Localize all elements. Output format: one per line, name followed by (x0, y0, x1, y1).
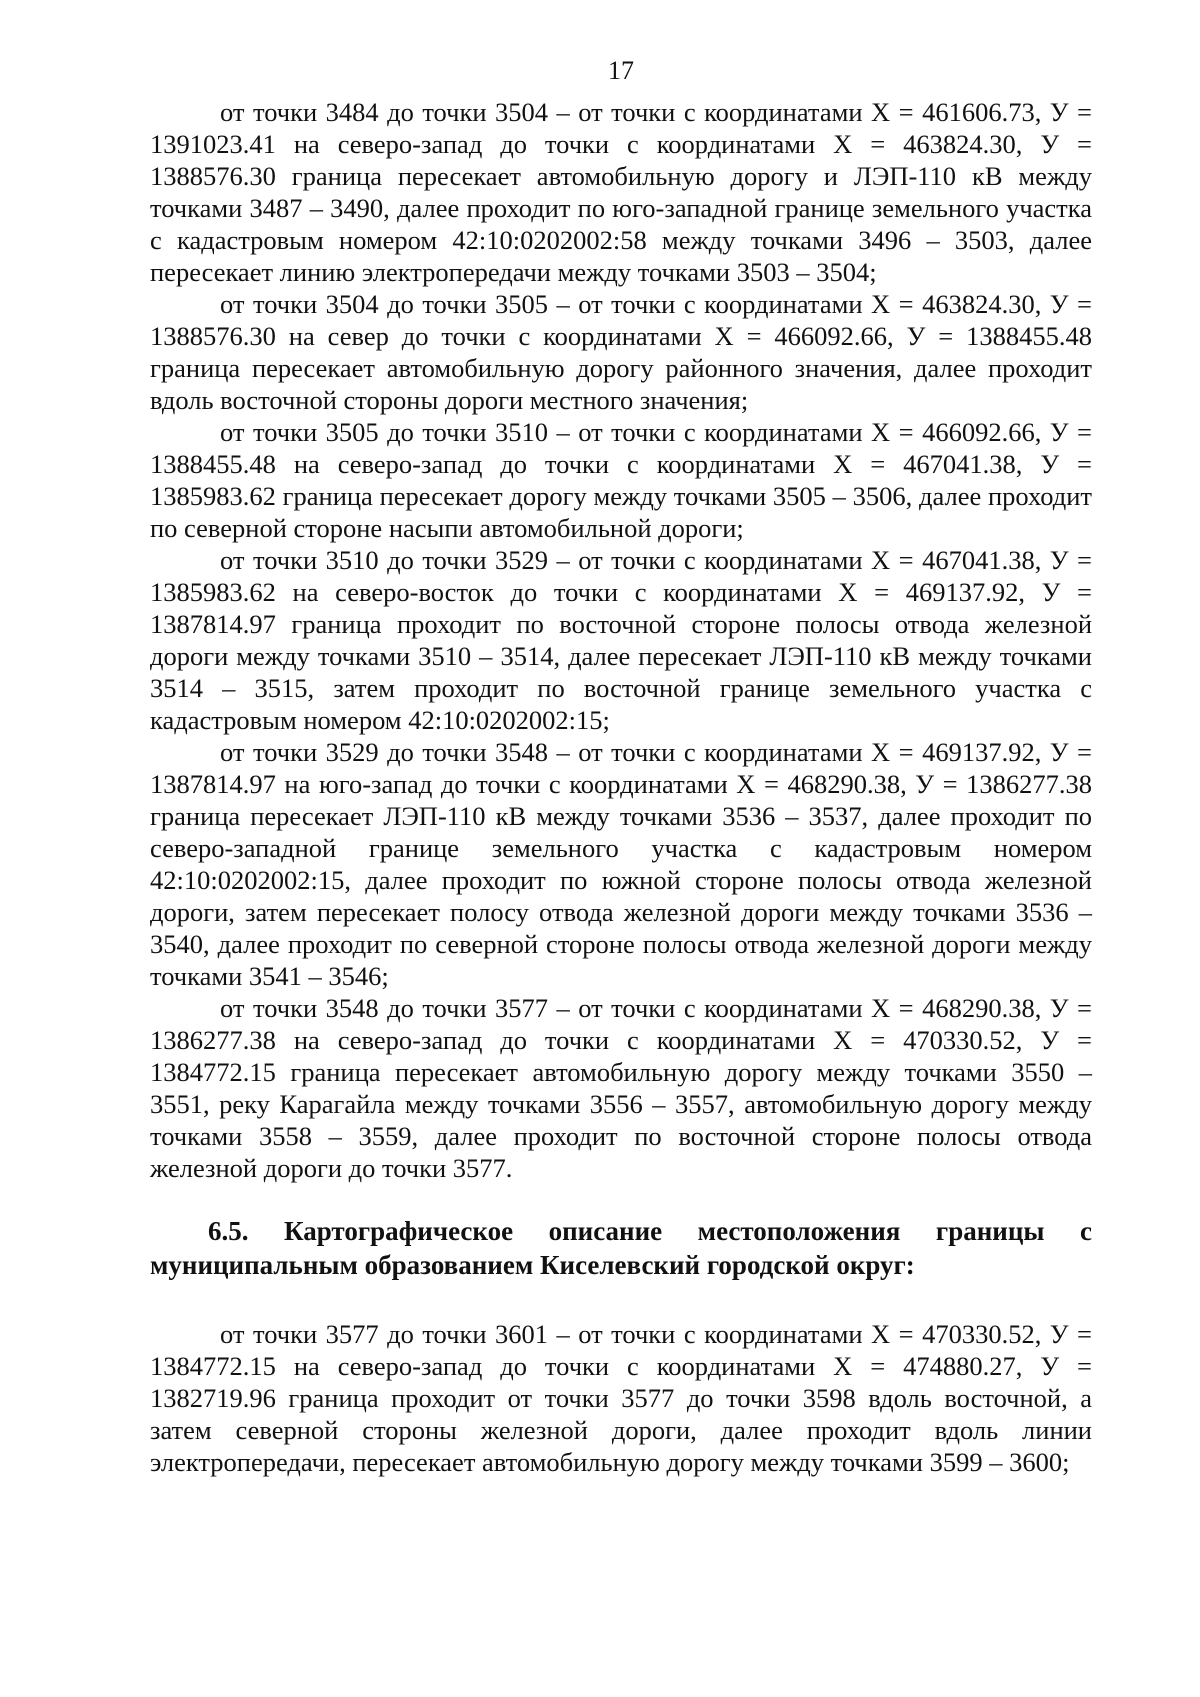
paragraph-segment-3504-3505: от точки 3504 до точки 3505 – от точки с координатами X = 463824.30, У = 1388576.30 на север до точки с координатами X = 466092.66, У = 1388455.48 граница пересекает автомобильную дорогу районного значения, далее проходит вдоль восточной стороны дороги местного значения; (150, 289, 1092, 415)
paragraph-segment-3529-3548: от точки 3529 до точки 3548 – от точки с координатами X = 469137.92, У = 1387814.97 на юго-запад до точки с координатами X = 468290.38, У = 1386277.38 граница пересекает ЛЭП-110 кВ между точками 3536 – 3537, далее проходит по северо-западной границе земельного участка с кадастровым номером 42:10:0202002:15, далее проходит по южной стороне полосы отвода железной дороги, затем пересекает полосу отвода железной дороги между точками 3536 – 3540, далее проходит по северной стороне полосы отвода железной дороги между точками 3541 – 3546; (150, 737, 1092, 991)
section-heading: 6.5. Картографическое описание местоположения границы с муниципальным образованием Киселевский городской округ: (150, 1216, 1092, 1280)
paragraph-segment-3510-3529: от точки 3510 до точки 3529 – от точки с координатами X = 467041.38, У = 1385983.62 на северо-восток до точки с координатами X = 469137.92, У = 1387814.97 граница проходит по восточной стороне полосы отвода железной дороги между точками 3510 – 3514, далее пересекает ЛЭП-110 кВ между точками 3514 – 3515, затем проходит по восточной границе земельного участка с кадастровым номером 42:10:0202002:15; (150, 545, 1092, 735)
paragraph-segment-3577-3601: от точки 3577 до точки 3601 – от точки с координатами X = 470330.52, У = 1384772.15 на северо-запад до точки с координатами X = 474880.27, У = 1382719.96 граница проходит от точки 3577 до точки 3598 вдоль восточной, а затем северной стороны железной дороги, далее проходит вдоль линии электропередачи, пересекает автомобильную дорогу между точками 3599 – 3600; (150, 1319, 1092, 1477)
paragraph-segment-3484-3504: от точки 3484 до точки 3504 – от точки с координатами X = 461606.73, У = 1391023.41 на северо-запад до точки с координатами X = 463824.30, У = 1388576.30 граница пересекает автомобильную дорогу и ЛЭП-110 кВ между точками 3487 – 3490, далее проходит по юго-западной границе земельного участка с кадастровым номером 42:10:0202002:58 между точками 3496 – 3503, далее пересекает линию электропередачи между точками 3503 – 3504; (150, 97, 1092, 287)
paragraph-segment-3548-3577: от точки 3548 до точки 3577 – от точки с координатами X = 468290.38, У = 1386277.38 на северо-запад до точки с координатами X = 470330.52, У = 1384772.15 граница пересекает автомобильную дорогу между точками 3550 – 3551, реку Карагайла между точками 3556 – 3557, автомобильную дорогу между точками 3558 – 3559, далее проходит по восточной стороне полосы отвода железной дороги до точки 3577. (150, 993, 1092, 1183)
paragraph-segment-3505-3510: от точки 3505 до точки 3510 – от точки с координатами X = 466092.66, У = 1388455.48 на северо-запад до точки с координатами X = 467041.38, У = 1385983.62 граница пересекает дорогу между точками 3505 – 3506, далее проходит по северной стороне насыпи автомобильной дороги; (150, 417, 1092, 543)
page-number: 17 (608, 56, 634, 85)
